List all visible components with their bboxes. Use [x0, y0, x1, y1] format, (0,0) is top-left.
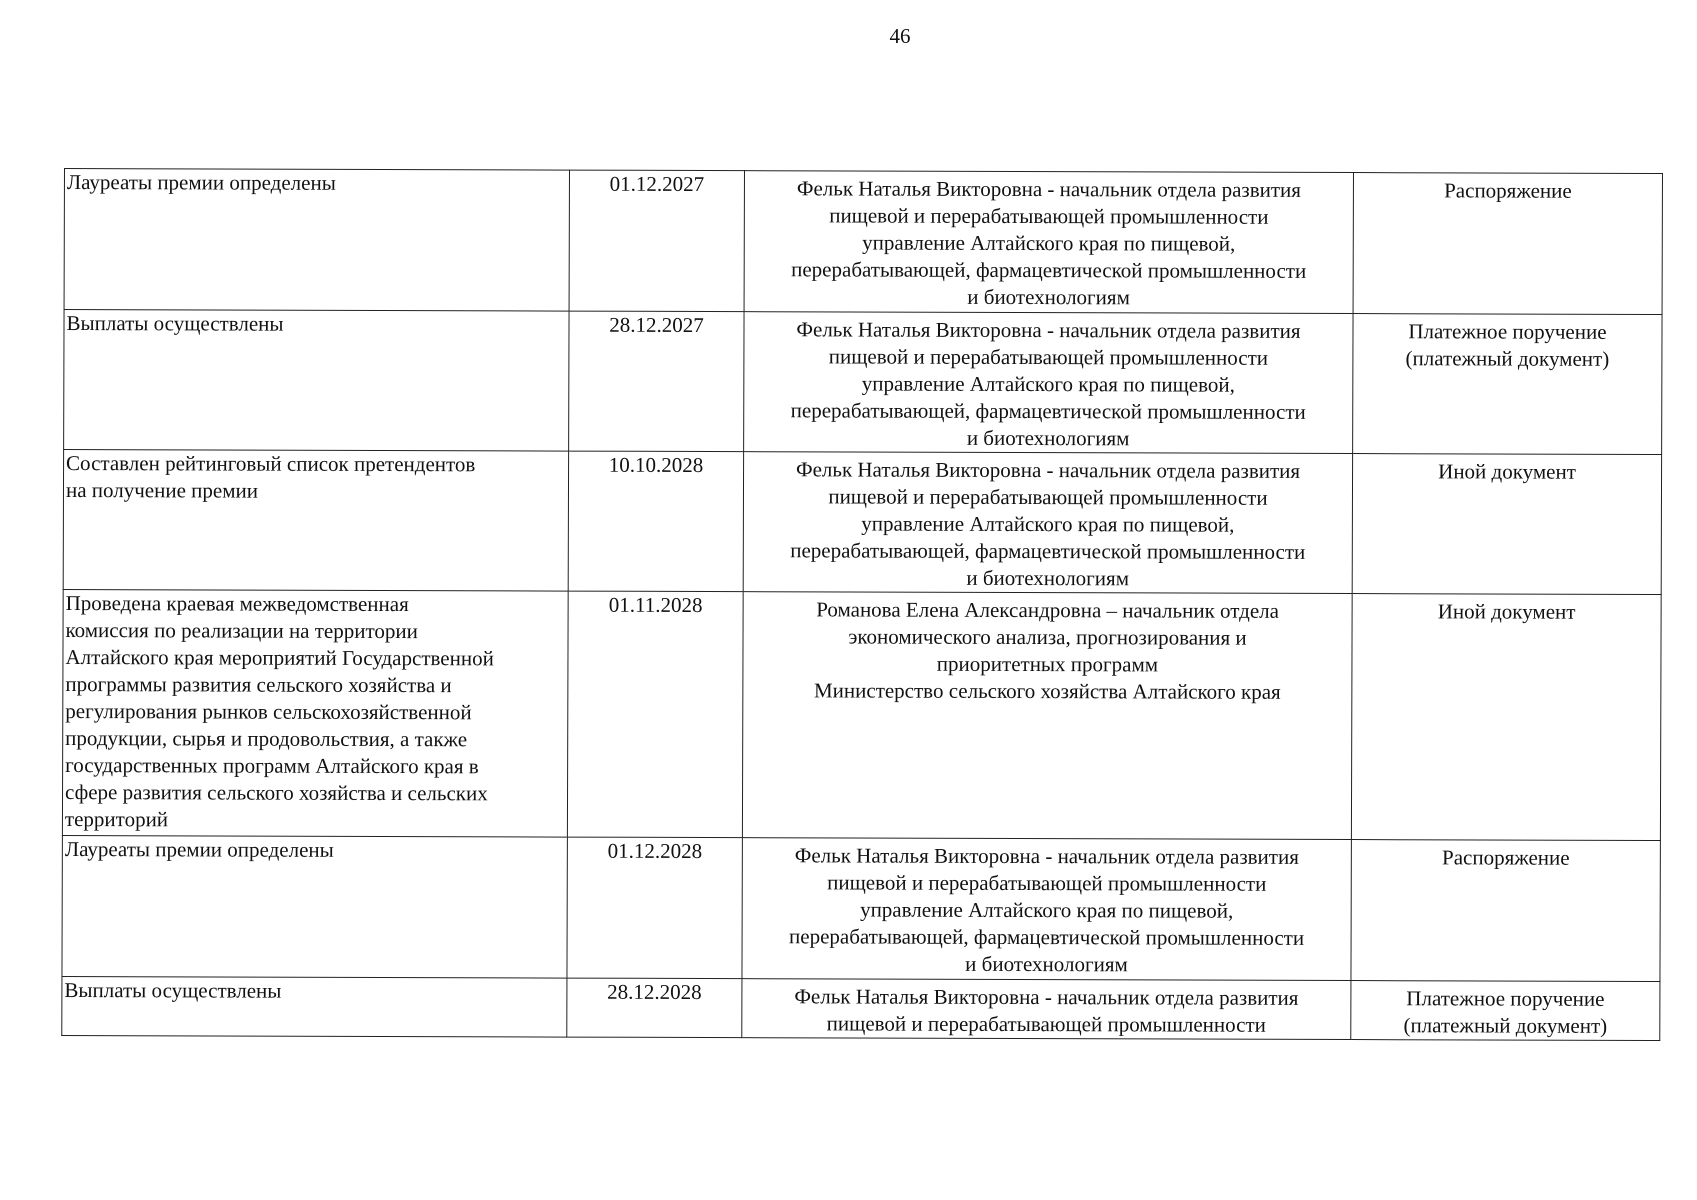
- responsible-text: [746, 452, 1350, 593]
- document-line: Распоряжение: [1442, 845, 1570, 870]
- document-line: Платежное поручение: [1406, 986, 1605, 1011]
- responsible-line: Министерство сельского хозяйства Алтайского края: [813, 678, 1281, 704]
- responsible-line: перерабатывающей, фармацевтической промышленности: [790, 538, 1306, 564]
- date-cell: [569, 311, 744, 452]
- responsible-line: Романова Елена Александровна – начальник отдела: [816, 597, 1280, 623]
- event-date: 28.12.2027: [609, 312, 704, 338]
- table-row: [64, 169, 1662, 315]
- document-line: Распоряжение: [1444, 178, 1572, 203]
- event-line: Проведена краевая межведомственная: [65, 591, 409, 617]
- responsible-line: Фельк Наталья Викторовна - начальник отдела развития: [796, 176, 1302, 202]
- responsible-line: пищевой и перерабатывающей промышленности: [829, 203, 1269, 229]
- document-cell: [1351, 840, 1660, 982]
- document-line: (платежный документ): [1403, 1013, 1608, 1038]
- event-cell: [63, 450, 568, 592]
- document-cell: [1351, 594, 1661, 841]
- responsible-line: и биотехнологиям: [967, 284, 1130, 310]
- event-cell: [64, 310, 569, 452]
- event-date: 28.12.2028: [607, 979, 702, 1005]
- responsible-line: Фельк Наталья Викторовна - начальник отдела развития: [795, 457, 1301, 483]
- responsible-cell: [743, 452, 1352, 594]
- event-cell: [62, 976, 567, 1037]
- responsible-cell: [742, 838, 1351, 981]
- responsible-line: пищевой и перерабатывающей промышленности: [826, 1011, 1266, 1037]
- event-line: государственных программ Алтайского края в: [65, 753, 479, 779]
- event-line: Составлен рейтинговый список претендентов: [66, 451, 476, 477]
- responsible-line: управление Алтайского края по пищевой,: [862, 230, 1236, 256]
- event-cell: [64, 169, 569, 312]
- responsible-line: перерабатывающей, фармацевтической промышленности: [790, 398, 1306, 424]
- responsible-line: управление Алтайского края по пищевой,: [860, 897, 1234, 923]
- event-line: продукции, сырья и продовольствия, а также: [65, 726, 468, 752]
- document-line: Иной документ: [1438, 459, 1576, 484]
- page-number: 46: [889, 24, 911, 48]
- event-cell: [62, 835, 567, 978]
- date-cell: [568, 451, 743, 592]
- responsible-text: [746, 312, 1350, 453]
- responsible-line: и биотехнологиям: [965, 951, 1128, 977]
- table-row: [62, 976, 1660, 1040]
- document-type: [1354, 840, 1658, 872]
- responsible-cell: [742, 592, 1352, 840]
- responsible-text: [744, 979, 1348, 1039]
- schedule-table: [61, 168, 1663, 1041]
- responsible-line: пищевой и перерабатывающей промышленности: [828, 344, 1269, 370]
- responsible-cell: [742, 979, 1351, 1040]
- responsible-line: Фельк Наталья Викторовна - начальник отдела развития: [794, 984, 1299, 1010]
- date-cell: [567, 978, 742, 1038]
- responsible-line: экономического анализа, прогнозирования и: [848, 624, 1247, 650]
- responsible-text: [747, 171, 1351, 312]
- document-type: [1355, 314, 1659, 373]
- responsible-line: управление Алтайского края по пищевой,: [861, 371, 1235, 397]
- document-cell: [1352, 454, 1661, 595]
- responsible-cell: [744, 171, 1353, 314]
- document-line: Платежное поручение: [1408, 319, 1607, 344]
- responsible-line: пищевой и перерабатывающей промышленности: [827, 870, 1267, 896]
- responsible-text: [745, 592, 1349, 706]
- table-row: [63, 450, 1661, 595]
- responsible-line: Фельк Наталья Викторовна - начальник отдела развития: [794, 843, 1299, 869]
- document-type: [1356, 173, 1660, 205]
- document-cell: [1353, 314, 1662, 455]
- event-date: 10.10.2028: [608, 452, 704, 478]
- document-line: Иной документ: [1437, 599, 1576, 624]
- event-line: комиссия по реализации на территории: [65, 618, 418, 644]
- table-row: [64, 310, 1662, 455]
- date-cell: [567, 591, 743, 838]
- responsible-line: перерабатывающей, фармацевтической промышленности: [789, 924, 1305, 950]
- responsible-line: и биотехнологиям: [966, 425, 1130, 451]
- event-line: Выплаты осуществлены: [66, 311, 284, 336]
- event-line: сфере развития сельского хозяйства и сельских: [65, 780, 488, 806]
- event-line: Алтайского края мероприятий Государственной: [65, 645, 494, 671]
- event-line: Лауреаты премии определены: [64, 837, 334, 862]
- responsible-cell: [744, 312, 1353, 454]
- document-type: [1355, 594, 1659, 626]
- document-type: [1355, 454, 1659, 486]
- event-date: 01.12.2027: [609, 171, 705, 197]
- document-cell: [1351, 981, 1660, 1041]
- responsible-line: Фельк Наталья Викторовна - начальник отдела развития: [796, 317, 1301, 343]
- responsible-line: перерабатывающей, фармацевтической промышленности: [791, 257, 1307, 283]
- responsible-line: пищевой и перерабатывающей промышленности: [828, 484, 1268, 510]
- event-line: регулирования рынков сельскохозяйственной: [65, 699, 472, 725]
- date-cell: [567, 837, 742, 979]
- table-row: [62, 835, 1660, 981]
- document-cell: [1353, 173, 1662, 315]
- responsible-line: управление Алтайского края по пищевой,: [861, 511, 1235, 537]
- date-cell: [569, 170, 744, 312]
- responsible-line: и биотехнологиям: [966, 565, 1130, 591]
- event-cell: [62, 589, 568, 837]
- responsible-text: [744, 838, 1348, 979]
- event-line: Выплаты осуществлены: [64, 978, 282, 1003]
- event-date: 01.12.2028: [607, 838, 703, 864]
- event-date: 01.11.2028: [608, 592, 703, 618]
- event-line: Лауреаты премии определены: [66, 170, 336, 195]
- event-line: на получение премии: [65, 478, 259, 503]
- event-line: программы развития сельского хозяйства и: [65, 672, 452, 698]
- responsible-line: приоритетных программ: [936, 651, 1159, 677]
- document-type: [1353, 981, 1657, 1040]
- table-row: [62, 589, 1661, 840]
- event-line: территорий: [64, 807, 169, 832]
- document-line: (платежный документ): [1405, 346, 1610, 371]
